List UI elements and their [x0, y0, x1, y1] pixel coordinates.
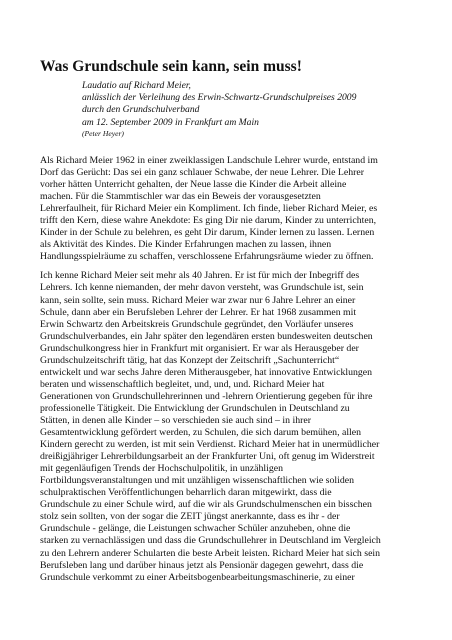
paragraph-line: Als Richard Meier 1962 in einer zweiklassigen Landschule Lehrer wurde, entstand im — [40, 155, 378, 166]
paragraph-line: zu den Lehrern anderer Schularten die beste Arbeit leisten. Richard Meier hat sich sein — [40, 547, 381, 559]
subtitle-line: Laudatio auf Richard Meier, — [82, 80, 191, 91]
paragraph-line: Handlungsspielräume zu schaffen, verschlossene Erfahrungsräume wieder zu öffnen. — [40, 251, 374, 263]
subtitle-block — [82, 80, 432, 139]
paragraph-line: Grundschulkongress hier in Frankfurt mit organisiert. Er war als Herausgeber der — [40, 342, 359, 354]
paragraph-line: Grundschule - gelänge, die Leistungen schwacher Schüler anzuheben, ohne die — [40, 523, 351, 535]
paragraph-line: dreißigjähriger Lehrerbildungsarbeit an der Frankfurter Uni, oft genug im Widerstreit — [40, 451, 375, 463]
subtitle-line: am 12. September 2009 in Frankfurt am Main — [82, 116, 259, 128]
paragraph-line: machen. Für die Stammtischler war das ein Beweis der vorausgesetzten — [40, 191, 321, 203]
paragraph-line: vorher hätten Unterricht gehalten, der Neue lasse die Kinder die Arbeit alleine — [40, 179, 347, 191]
paragraph-line: Generationen von Grundschullehrerinnen und -lehrern Orientierung gegeben für ihre — [40, 390, 373, 402]
paragraph-line: Lehrers. Ich kenne niemanden, der mehr davon versteht, was Grundschule ist, sein — [40, 282, 364, 294]
paragraph-line: Berufsleben lang und darüber hinaus jetzt als Pensionär dagegen gewehrt, dass die — [40, 559, 364, 571]
paragraph-line: Ich kenne Richard Meier seit mehr als 40 Jahren. Er ist für mich der Inbegriff des — [40, 270, 360, 282]
paragraph-line: kann, sein sollte, sein muss. Richard Meier war zwar nur 6 Jahre Lehrer an einer — [40, 294, 356, 306]
paragraph-line: Lehrerfaulheit, für Richard Meier ein Kompliment. Ich finde, lieber Richard Meier, es — [40, 203, 378, 215]
paragraph-line: Stätten, in denen alle Kinder – so verschieden sie auch sind – in ihrer — [40, 414, 311, 426]
paragraph-line: starken zu vernachlässigen und dass die Grundschullehrer in Deutschland im Vergleich — [40, 535, 381, 547]
body-text — [40, 155, 414, 591]
paragraph-line: schulpraktischen Veröffentlichungen beharrlich daran mitgewirkt, dass die — [40, 487, 332, 499]
subtitle-line: anlässlich der Verleihung des Erwin-Schwartz-Grundschulpreises 2009 — [82, 92, 357, 104]
paragraph-line: Dorf das Gerücht: Das sei ein ganz schlauer Schwabe, der neue Lehrer. Die Lehrer — [40, 167, 364, 179]
paragraph-line: Gesamtentwicklung gefördert werden, zu Schulen, die sich darum bemühen, allen — [40, 427, 362, 439]
paragraph-line: Fortbildungsveranstaltungen und mit unzähligen wissenschaftlichen wie soliden — [40, 475, 354, 487]
paragraph-line: professionelle Tätigkeit. Die Entwicklung der Grundschulen in Deutschland zu — [40, 402, 350, 414]
paragraph-line: als Aktivität des Kindes. Die Kinder Erfahrungen machen zu lassen, ihnen — [40, 239, 332, 251]
paragraph — [40, 155, 414, 263]
subtitle-line: durch den Grundschulverband — [82, 104, 200, 116]
paragraph-line: Grundschule verkommt zu einer Arbeitsbogenbearbeitungsmaschinerie, zu einer — [40, 571, 355, 583]
paragraph-line: Kindern gerecht zu werden, ist mit sein Verdienst. Richard Meier hat in unermüdlicher — [40, 439, 380, 451]
paragraph — [40, 270, 414, 583]
paragraph-line: Schule, dann aber ein Berufsleben Lehrer der Lehrer. Er hat 1968 zusammen mit — [40, 306, 357, 318]
paragraph-line: Grundschulverbandes, ein Jahr später den legendären ersten bundesweiten deutschen — [40, 330, 373, 342]
paragraph-line: entwickelt und war sechs Jahre deren Mitherausgeber, hat innovative Entwicklungen — [40, 366, 373, 378]
paragraph-line: Grundschule zu einer Schule wird, auf die wir als Grundschulmenschen ein bisschen — [40, 499, 372, 511]
page-title: Was Grundschule sein kann, sein muss! — [40, 58, 302, 75]
paragraph-line: Erwin Schwartz den Arbeitskreis Grundschule gegründet, den Vorläufer unseres — [40, 318, 354, 330]
paragraph-line: Grundschulzeitschrift tätig, hat das Konzept der Zeitschrift „Sachunterricht“ — [40, 354, 340, 366]
paragraph-line: trifft den Kern, diese wahre Anekdote: Es ging Dir nie darum, Kinder zu unterrichten, — [40, 215, 377, 227]
paragraph-line: mit gegenläufigen Trends der Hochschulpolitik, in unzähligen — [40, 463, 283, 475]
paragraph-line: stolz sein sollten, von der sogar die ZEIT jüngst anerkannte, dass es ihr - der — [40, 511, 340, 523]
author-credit: (Peter Heyer) — [82, 128, 124, 138]
paragraph-line: Kinder in der Schule zu belehren, es geht Dir darum, Kinder lernen zu lassen. Lernen — [40, 227, 375, 239]
paragraph-line: beraten und wissenschaftlich begleitet, und, und, und. Richard Meier hat — [40, 378, 325, 390]
